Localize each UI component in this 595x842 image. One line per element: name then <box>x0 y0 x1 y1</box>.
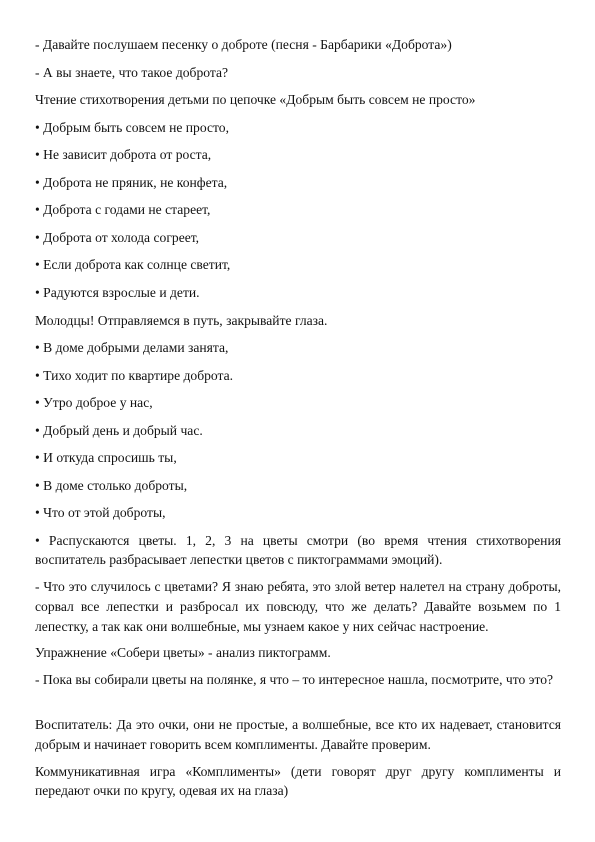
question-line: - А вы знаете, что такое доброта? <box>35 65 229 80</box>
poem-line: • Добрым быть совсем не просто, <box>35 120 229 135</box>
poem-line: • Если доброта как солнце светит, <box>35 257 231 272</box>
poem-intro-line: Чтение стихотворения детьми по цепочке «Добрым быть совсем не просто» <box>35 92 476 107</box>
poem-line: • Доброта с годами не стареет, <box>35 202 211 217</box>
poem-line: • Доброта от холода согреет, <box>35 230 200 245</box>
poem-line: • Не зависит доброта от роста, <box>35 147 212 162</box>
flowers-paragraph: • Распускаются цветы. 1, 2, 3 на цветы смотри (во время чтения стихотворения воспитатель разбрасывает лепестки цветов с пиктограммами эмоций). <box>35 533 561 567</box>
wind-paragraph: - Что это случилось с цветами? Я знаю ребята, это злой ветер налетел на страну доброты, сорвал все лепестки и разбросал их повсюду, что же делать? Давайте возьмем по 1 лепестку, а так как они волшебные, мы узнаем какое у них сейчас настроение. <box>35 579 561 634</box>
poem-line: • И откуда спросишь ты, <box>35 450 177 465</box>
song-line: - Давайте послушаем песенку о доброте (песня - Барбарики «Доброта») <box>35 37 452 52</box>
glasses-question-paragraph: - Пока вы собирали цветы на полянке, я что – то интересное нашла, посмотрите, что это? <box>35 672 554 687</box>
travel-line: Молодцы! Отправляемся в путь, закрывайте глаза. <box>35 313 328 328</box>
poem-line: • Тихо ходит по квартире доброта. <box>35 368 234 383</box>
teacher-paragraph: Воспитатель: Да это очки, они не простые, а волшебные, все кто их надевает, становится добрым и начинает говорить всем комплименты. Давайте проверим. <box>35 717 561 752</box>
poem-line: • Что от этой доброты, <box>35 505 166 520</box>
poem-line: • В доме добрыми делами занята, <box>35 340 229 355</box>
poem-line: • В доме столько доброты, <box>35 478 188 493</box>
poem-line: • Доброта не пряник, не конфета, <box>35 175 228 190</box>
poem-line: • Утро доброе у нас, <box>35 395 153 410</box>
exercise-line: Упражнение «Собери цветы» - анализ пиктограмм. <box>35 645 331 660</box>
poem-line: • Радуются взрослые и дети. <box>35 285 200 300</box>
compliments-game-paragraph: Коммуникативная игра «Комплименты» (дети говорят друг другу комплименты и передают очки по кругу, одевая их на глаза) <box>35 764 561 798</box>
poem-line: • Добрый день и добрый час. <box>35 423 203 438</box>
